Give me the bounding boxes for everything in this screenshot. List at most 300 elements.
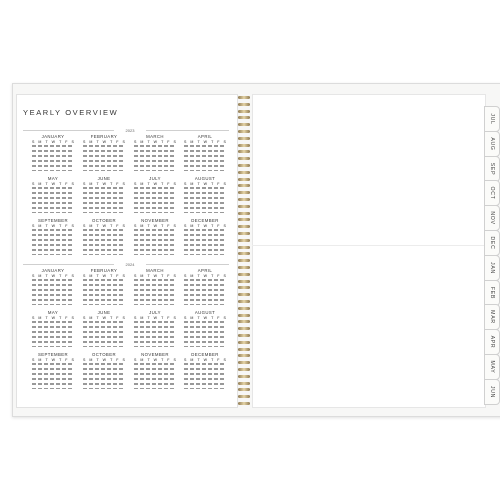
weekday-header [32,224,74,228]
spiral-coil [238,144,250,147]
month-tab[interactable] [484,255,500,281]
weekday-letter: F [116,140,119,144]
month-name: DECEMBER [191,218,219,223]
weekday-letter: F [167,274,170,278]
spiral-binding [236,92,252,410]
month-name: OCTOBER [92,218,116,223]
spiral-coil [238,212,250,215]
weekday-letter: F [65,316,68,320]
spiral-coil [238,123,250,126]
month-calendar [133,176,177,214]
weekday-letter: M [89,274,93,278]
weekday-letter: T [161,224,164,228]
weekday-header [134,182,176,186]
weekday-letter: S [32,140,35,144]
weekday-letter: F [116,224,119,228]
weekday-letter: T [110,316,113,320]
month-tab-label: AUG [489,137,495,151]
weekday-letter: S [184,274,187,278]
month-name: MARCH [146,134,164,139]
weekday-letter: M [38,182,42,186]
weekday-header [184,182,226,186]
weekday-letter: T [197,358,200,362]
spiral-coil [238,130,250,133]
weekday-letter: T [211,224,214,228]
weekday-header [134,224,176,228]
spiral-coil [238,110,250,113]
month-name: AUGUST [194,176,216,181]
weekday-letter: F [65,274,68,278]
weekday-header [83,316,125,320]
month-name: NOVEMBER [141,218,169,223]
weekday-letter: S [32,274,35,278]
spiral-coil [238,246,250,249]
month-name: JULY [149,176,161,181]
weekday-letter: F [167,358,170,362]
weekday-letter: F [116,274,119,278]
weekday-letter: F [167,182,170,186]
spiral-coil [238,395,250,398]
month-calendar [82,268,126,306]
month-tab-label: SEP [489,162,495,175]
weekday-header [134,358,176,362]
weekday-letter: W [102,274,107,278]
weekday-letter: T [110,182,113,186]
weekday-header [83,140,125,144]
weekday-letter: T [147,274,150,278]
right-page [252,94,486,408]
weekday-letter: T [110,274,113,278]
weekday-letter: W [153,182,158,186]
weekday-letter: W [102,182,107,186]
weekday-letter: F [167,140,170,144]
month-tab[interactable] [484,180,500,206]
month-calendar [183,176,227,214]
year-label: 2024 [114,262,146,267]
month-name: JUNE [97,176,111,181]
month-tab-label: DEC [489,236,495,250]
spiral-coil [238,293,250,296]
month-name: NOVEMBER [141,352,169,357]
spiral-coil [238,171,250,174]
weekday-letter: T [59,358,62,362]
weekday-letter: T [147,182,150,186]
weekday-letter: T [197,182,200,186]
weekday-letter: W [153,224,158,228]
weekday-letter: T [59,182,62,186]
month-calendar [133,352,177,390]
month-tab[interactable] [484,354,500,380]
weekday-letter: T [161,316,164,320]
day-grid [184,279,226,305]
weekday-letter: T [161,274,164,278]
month-tab-label: JAN [489,261,495,274]
month-calendar [31,176,75,214]
weekday-letter: W [51,140,56,144]
month-calendar [82,218,126,256]
weekday-letter: S [83,316,86,320]
month-tab[interactable] [484,205,500,231]
weekday-letter: T [110,358,113,362]
weekday-letter: W [203,358,208,362]
weekday-letter: T [161,140,164,144]
month-tab[interactable] [484,106,500,132]
month-calendar [31,310,75,348]
weekday-letter: W [102,316,107,320]
weekday-letter: F [217,140,220,144]
weekday-header [134,140,176,144]
weekday-letter: T [197,274,200,278]
weekday-header [32,358,74,362]
month-calendar [82,310,126,348]
weekday-letter: T [96,274,99,278]
weekday-letter: M [38,140,42,144]
weekday-letter: F [167,316,170,320]
month-name: JANUARY [41,268,65,273]
weekday-letter: T [147,316,150,320]
weekday-letter: S [184,140,187,144]
weekday-letter: F [65,140,68,144]
weekday-letter: T [147,358,150,362]
spiral-coil [238,150,250,153]
weekday-letter: S [83,224,86,228]
spiral-coil [238,198,250,201]
weekday-header [184,316,226,320]
spiral-coil [238,334,250,337]
weekday-letter: S [122,224,125,228]
weekday-letter: T [197,224,200,228]
weekday-letter: T [96,358,99,362]
day-grid [184,363,226,389]
weekday-letter: M [140,182,144,186]
weekday-letter: W [203,140,208,144]
weekday-letter: M [190,274,194,278]
day-grid [134,145,176,171]
weekday-header [83,182,125,186]
weekday-letter: M [89,182,93,186]
weekday-header [32,140,74,144]
weekday-letter: S [134,140,137,144]
weekday-letter: M [38,316,42,320]
weekday-letter: S [83,274,86,278]
weekday-letter: S [134,316,137,320]
weekday-letter: T [211,182,214,186]
weekday-letter: M [140,358,144,362]
month-calendar [183,352,227,390]
weekday-letter: M [89,224,93,228]
weekday-letter: T [211,274,214,278]
month-tab[interactable] [484,304,500,330]
weekday-header [184,358,226,362]
spiral-coil [238,402,250,405]
weekday-letter: T [211,316,214,320]
spiral-coil [238,157,250,160]
weekday-header [83,224,125,228]
spiral-coil [238,252,250,255]
weekday-letter: S [32,358,35,362]
weekday-letter: S [122,358,125,362]
month-tab-label: APR [489,335,495,349]
weekday-letter: S [223,358,226,362]
weekday-letter: S [223,274,226,278]
spiral-coil [238,164,250,167]
month-calendar [31,134,75,172]
weekday-letter: M [38,224,42,228]
weekday-letter: S [223,140,226,144]
month-tab[interactable] [484,379,500,405]
weekday-header [134,274,176,278]
weekday-letter: T [59,224,62,228]
spiral-coil [238,327,250,330]
day-grid [32,363,74,389]
day-grid [32,229,74,255]
spiral-coil [238,239,250,242]
month-name: JANUARY [41,134,65,139]
weekday-letter: W [153,274,158,278]
weekday-letter: S [173,274,176,278]
spiral-coil [238,137,250,140]
weekday-letter: T [96,224,99,228]
weekday-letter: F [217,274,220,278]
day-grid [83,321,125,347]
weekday-letter: T [45,182,48,186]
weekday-letter: S [184,358,187,362]
weekday-letter: M [190,140,194,144]
spiral-coil [238,266,250,269]
spiral-coil [238,368,250,371]
weekday-letter: F [217,358,220,362]
spiral-coil [238,375,250,378]
weekday-letter: M [89,140,93,144]
month-calendar [183,218,227,256]
weekday-header [32,274,74,278]
day-grid [32,145,74,171]
month-tab[interactable] [484,156,500,182]
weekday-letter: T [110,224,113,228]
weekday-letter: T [45,316,48,320]
spiral-coil [238,341,250,344]
day-grid [184,145,226,171]
weekday-letter: S [71,274,74,278]
weekday-letter: S [184,182,187,186]
weekday-letter: T [161,182,164,186]
weekday-letter: M [190,182,194,186]
weekday-letter: S [122,182,125,186]
month-name: FEBRUARY [90,268,118,273]
weekday-letter: S [83,140,86,144]
spiral-coil [238,320,250,323]
weekday-header [83,358,125,362]
weekday-letter: W [51,224,56,228]
day-grid [184,321,226,347]
weekday-letter: M [140,274,144,278]
month-name: MARCH [146,268,164,273]
weekday-letter: W [102,224,107,228]
right-page-fold [252,245,484,246]
spiral-coil [238,184,250,187]
month-name: SEPTEMBER [37,352,69,357]
spiral-coil [238,96,250,99]
day-grid [134,321,176,347]
day-grid [32,279,74,305]
weekday-letter: W [153,140,158,144]
weekday-letter: S [134,274,137,278]
spiral-coil [238,286,250,289]
day-grid [32,187,74,213]
weekday-letter: W [203,182,208,186]
month-tab-label: MAR [489,310,495,325]
month-calendar [133,218,177,256]
weekday-letter: T [211,140,214,144]
weekday-letter: S [71,182,74,186]
month-name: JUNE [97,310,111,315]
weekday-letter: T [59,140,62,144]
spiral-coil [238,280,250,283]
spiral-coil [238,232,250,235]
weekday-letter: S [71,140,74,144]
weekday-letter: S [32,316,35,320]
spiral-coil [238,314,250,317]
month-name: AUGUST [194,310,216,315]
day-grid [83,145,125,171]
weekday-letter: S [83,358,86,362]
spiral-coil [238,259,250,262]
weekday-letter: W [51,274,56,278]
spiral-coil [238,361,250,364]
spiral-coil [238,205,250,208]
day-grid [32,321,74,347]
year-label: 2023 [114,128,146,133]
weekday-letter: S [173,140,176,144]
day-grid [83,363,125,389]
weekday-letter: T [45,358,48,362]
weekday-letter: S [173,182,176,186]
month-calendar [82,352,126,390]
weekday-letter: T [147,224,150,228]
month-name: OCTOBER [92,352,116,357]
month-calendar [183,310,227,348]
month-calendar [183,134,227,172]
month-name: APRIL [197,268,213,273]
weekday-letter: F [167,224,170,228]
day-grid [83,229,125,255]
spiral-coil [238,348,250,351]
weekday-letter: T [59,316,62,320]
spiral-coil [238,382,250,385]
month-tab[interactable] [484,329,500,355]
weekday-letter: W [203,274,208,278]
day-grid [83,279,125,305]
weekday-letter: M [140,316,144,320]
weekday-letter: T [96,182,99,186]
weekday-letter: T [197,316,200,320]
month-tab[interactable] [484,230,500,256]
weekday-letter: W [51,182,56,186]
weekday-letter: S [122,274,125,278]
weekday-letter: M [190,358,194,362]
month-name: MAY [47,310,59,315]
weekday-letter: W [153,316,158,320]
weekday-letter: M [38,274,42,278]
weekday-letter: S [184,316,187,320]
weekday-letter: F [65,224,68,228]
weekday-letter: S [223,182,226,186]
weekday-letter: M [190,224,194,228]
weekday-letter: S [71,224,74,228]
month-name: DECEMBER [191,352,219,357]
weekday-letter: M [89,358,93,362]
weekday-letter: F [116,316,119,320]
weekday-header [134,316,176,320]
weekday-letter: M [38,358,42,362]
day-grid [134,229,176,255]
spiral-coil [238,300,250,303]
weekday-header [32,182,74,186]
month-calendar [183,268,227,306]
weekday-letter: M [190,316,194,320]
weekday-letter: F [116,182,119,186]
weekday-letter: S [134,182,137,186]
weekday-letter: S [184,224,187,228]
weekday-header [184,140,226,144]
weekday-letter: T [96,316,99,320]
weekday-letter: F [217,316,220,320]
month-name: MAY [47,176,59,181]
weekday-letter: F [65,182,68,186]
month-name: JULY [149,310,161,315]
weekday-letter: W [203,224,208,228]
weekday-header [32,316,74,320]
month-tab-label: FEB [489,286,495,299]
day-grid [184,229,226,255]
spiral-coil [238,225,250,228]
month-calendar [31,268,75,306]
month-tab[interactable] [484,131,500,157]
month-name: SEPTEMBER [37,218,69,223]
month-calendar [31,352,75,390]
weekday-letter: T [45,140,48,144]
day-grid [184,187,226,213]
weekday-letter: W [51,316,56,320]
weekday-letter: S [122,140,125,144]
weekday-letter: W [203,316,208,320]
day-grid [83,187,125,213]
weekday-letter: S [71,358,74,362]
weekday-header [184,224,226,228]
spiral-coil [238,218,250,221]
spiral-coil [238,273,250,276]
weekday-letter: S [173,316,176,320]
weekday-letter: T [59,274,62,278]
month-calendar [82,176,126,214]
month-tab[interactable] [484,280,500,306]
month-tab-label: JUN [489,385,495,398]
month-calendar [133,268,177,306]
weekday-letter: F [65,358,68,362]
month-name: FEBRUARY [90,134,118,139]
weekday-letter: S [122,316,125,320]
weekday-letter: T [211,358,214,362]
weekday-letter: F [217,182,220,186]
spiral-coil [238,178,250,181]
weekday-letter: W [153,358,158,362]
weekday-header [184,274,226,278]
spiral-coil [238,307,250,310]
weekday-letter: S [83,182,86,186]
month-tab-label: OCT [489,186,495,200]
weekday-letter: T [45,274,48,278]
weekday-letter: T [147,140,150,144]
